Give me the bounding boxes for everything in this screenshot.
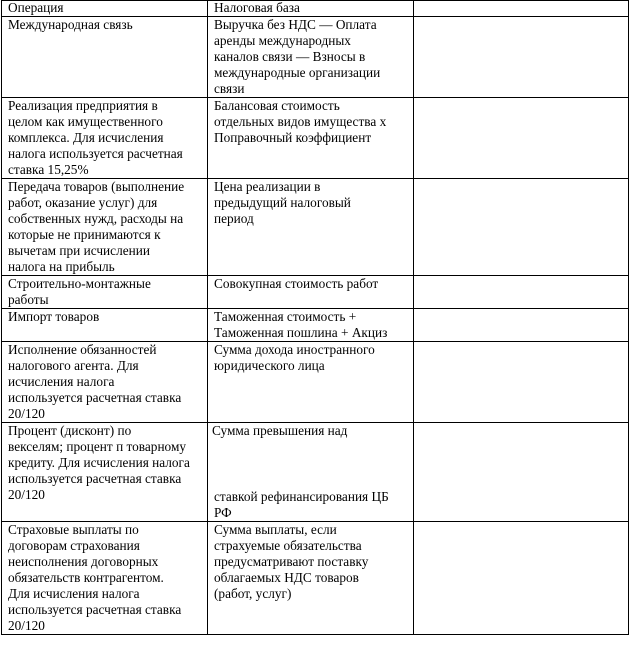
table-row: [2, 342, 629, 423]
operation-line: Процент (дисконт) по: [8, 423, 132, 438]
operation-line: Для исчисления налога: [8, 586, 140, 601]
tax-base-line: облагаемых НДС товаров: [214, 570, 359, 585]
tax-base-line: Таможенная пошлина + Акциз: [214, 325, 388, 340]
operation-line: вычетам при исчислении: [8, 243, 150, 258]
operation-cell: [2, 17, 208, 98]
operation-line: 20/120: [8, 618, 45, 633]
operation-line: налогового агента. Для: [8, 358, 139, 373]
operation-line: векселям; процент п товарному: [8, 439, 187, 454]
operation-line: 20/120: [8, 406, 45, 421]
table-row: [2, 522, 629, 635]
operation-line: исчисления налога: [8, 374, 115, 389]
operation-line: неисполнения договорных: [8, 554, 159, 569]
tax-base-cell: [208, 17, 414, 98]
tax-base-cell: [208, 276, 414, 309]
empty-cell: [414, 309, 629, 342]
tax-base-cell: [208, 98, 414, 179]
tax-base-line: юридического лица: [214, 358, 325, 373]
tax-base-line: Поправочный коэффициент: [214, 130, 372, 145]
tax-base-cell: [208, 179, 414, 276]
tax-base-line: Выручка без НДС — Оплата: [214, 17, 377, 32]
tax-base-line: международные организации: [214, 65, 381, 80]
operation-line: используется расчетная ставка: [8, 602, 182, 617]
operation-line: налога на прибыль: [8, 259, 115, 274]
operation-cell: [2, 98, 208, 179]
operation-line: Международная связь: [8, 17, 133, 32]
operation-line: комплекса. Для исчисления: [8, 130, 164, 145]
tax-base-line: Совокупная стоимость работ: [214, 276, 379, 291]
header-tax-base: Налоговая база: [208, 1, 414, 17]
tax-base-line: связи: [214, 81, 245, 96]
tax-base-line: (работ, услуг): [214, 586, 292, 601]
tax-base-line: предусматривают поставку: [214, 554, 369, 569]
operation-line: работы: [8, 292, 49, 307]
tax-base-cell: [208, 522, 414, 635]
operation-cell: [2, 276, 208, 309]
operation-line: кредиту. Для исчисления налога: [8, 455, 190, 470]
tax-base-line: Балансовая стоимость: [214, 98, 340, 113]
table-row: [2, 309, 629, 342]
operation-line: Страховые выплаты по: [8, 522, 139, 537]
tax-base-cell: [208, 342, 414, 423]
tax-base-line: Сумма превышения над: [212, 423, 348, 438]
empty-cell: [414, 98, 629, 179]
tax-base-line: Цена реализации в: [214, 179, 321, 194]
table-row: [2, 423, 629, 522]
operation-line: Передача товаров (выполнение: [8, 179, 185, 194]
operation-cell: [2, 522, 208, 635]
tax-base-line: предыдущий налоговый: [214, 195, 351, 210]
operation-line: Строительно-монтажные: [8, 276, 151, 291]
cell-spacer: [212, 439, 409, 489]
empty-cell: [414, 423, 629, 522]
operation-cell: [2, 423, 208, 522]
operation-line: Реализация предприятия в: [8, 98, 158, 113]
empty-cell: [414, 342, 629, 423]
operation-line: которые не принимаются к: [8, 227, 161, 242]
tax-base-line: период: [214, 211, 254, 226]
operation-line: используется расчетная ставка: [8, 471, 182, 486]
empty-cell: [414, 276, 629, 309]
tax-base-line: отдельных видов имущества х: [214, 114, 387, 129]
tax-base-line: Таможенная стоимость +: [214, 309, 357, 324]
operation-cell: [2, 309, 208, 342]
tax-base-cell: [208, 423, 414, 522]
empty-cell: [414, 17, 629, 98]
tax-base-line: РФ: [214, 505, 232, 520]
operation-line: ставка 15,25%: [8, 162, 89, 177]
operation-line: работ, оказание услуг) для: [8, 195, 158, 210]
operation-line: налога используется расчетная: [8, 146, 183, 161]
header-operation: Операция: [2, 1, 208, 17]
table-header-row: [2, 1, 629, 17]
table-row: [2, 276, 629, 309]
operation-line: целом как имущественного: [8, 114, 163, 129]
tax-base-line: Сумма дохода иностранного: [214, 342, 375, 357]
operation-line: договорам страхования: [8, 538, 140, 553]
operation-line: Импорт товаров: [8, 309, 100, 324]
table-row: [2, 179, 629, 276]
tax-base-line: ставкой рефинансирования ЦБ: [214, 489, 389, 504]
table-row: [2, 17, 629, 98]
operation-line: обязательств контрагентом.: [8, 570, 164, 585]
tax-base-cell: [208, 309, 414, 342]
table-row: [2, 98, 629, 179]
operation-line: Исполнение обязанностей: [8, 342, 157, 357]
tax-base-line: каналов связи — Взносы в: [214, 49, 366, 64]
header-empty: [414, 1, 629, 17]
tax-base-line: аренды международных: [214, 33, 351, 48]
operation-cell: [2, 179, 208, 276]
operation-line: собственных нужд, расходы на: [8, 211, 184, 226]
empty-cell: [414, 179, 629, 276]
tax-base-line: страхуемые обязательства: [214, 538, 362, 553]
empty-cell: [414, 522, 629, 635]
tax-base-table: [1, 0, 629, 635]
tax-base-line: Сумма выплаты, если: [214, 522, 337, 537]
operation-line: 20/120: [8, 487, 45, 502]
operation-cell: [2, 342, 208, 423]
operation-line: используется расчетная ставка: [8, 390, 182, 405]
